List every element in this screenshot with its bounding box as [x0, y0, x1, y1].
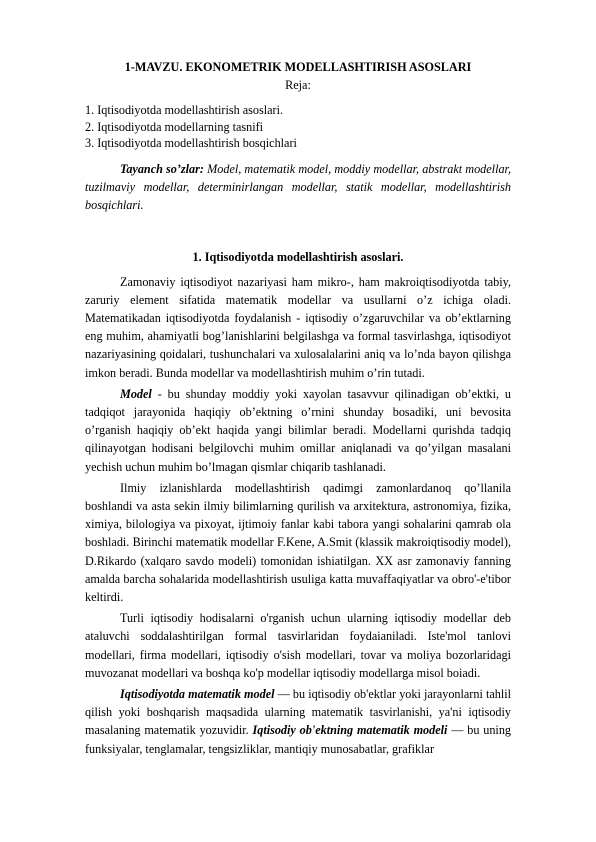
keywords-label: Tayanch so’zlar: — [120, 161, 204, 176]
keywords-text: Model, matematik model, moddiy modellar, abstrakt modellar, tuzilmaviy modellar, determinirlangan modellar, statik modellar, modellashtirish bosqichlari. — [85, 161, 511, 213]
term-economic-math-model: Iqtisodiyotda matematik model — [120, 686, 275, 701]
document-page — [85, 58, 511, 761]
plan-item: 2. Iqtisodiyotda modellarning tasnifi — [85, 119, 264, 134]
section-title: 1. Iqtisodiyotda modellashtirish asoslari. — [192, 250, 404, 265]
keywords-paragraph — [85, 160, 511, 215]
plan-item: 3. Iqtisodiyotda modellashtirish bosqichlari — [85, 136, 297, 151]
plan-list — [85, 102, 511, 152]
paragraph-2 — [85, 385, 511, 476]
plan-item: 1. Iqtisodiyotda modellashtirish asoslari. — [85, 103, 284, 118]
paragraph-1: Zamonaviy iqtisodiyot nazariyasi ham mikro-, ham makroiqtisodiyotda tabiy, zaruriy element sifatida matematik modellar va usullarni o’z ichiga oladi. Matematikadan iqtisodiyotda foydalanish - iqtisodiy o’zgaruvchilar va ob’ektlarning eng muhim, ahamiyatli bog’lanishlarini belgilashga va formal tasvirlashga, iqtisodiyot nazariyasining qoidalari, tushunchalari va xulosalalarini aniq va lo’nda bayon qilishga imkon beradi. Bunda modellar va modellashtirish muhim o’rin tutadi. — [85, 274, 511, 380]
paragraph-5 — [85, 685, 511, 758]
plan-label: Reja: — [285, 78, 311, 92]
paragraph-3: Ilmiy izlanishlarda modellashtirish qadimgi zamonlardanoq qo’llanila boshlandi va asta sekin ilmiy bilimlarning qurilish va arxitektura, astronomiya, fizika, ximiya, bilologiya va pixoyat, ijtimoiy fanlar kabi tabora yangi sohalarini qamrab ola boshladi. Birinchi matematik modellar F.Kene, A.Smit (klassik makroiqtisodiy model), D.Rikardo (xalqaro savdo modeli) tomonidan ishiatilgan. XX asr zamonaviy fanning amalda barcha sohalarida modellashtirish usuliga katta muvaffaqiyatlar va obro'-e'tibor keltirdi. — [85, 480, 511, 604]
paragraph-2-text: - bu shunday moddiy yoki xayolan tasavvur qilinadigan ob’ektki, u tadqiqot jarayonida haqiqiy ob’ektning o’rnini shunday bosadiki, uni bevosita o’rganish haqiqiy ob’ekt haqida yangi bilimlar beradi. Modellarni qurishda tadqiq qilinayotgan hodisani belgilovchi muhim omillar aniqlanadi va qo’yilgan masalani yechish uchun muhim bo’lmagan qismlar chiqarib tashlanadi. — [85, 386, 511, 474]
term-model: Model — [120, 386, 152, 401]
paragraph-5-text-2: — bu uning funksiyalar, tenglamalar, tengsizliklar, mantiqiy munosabatlar, grafiklar — [85, 723, 512, 756]
document-title: 1-MAVZU. EKONOMETRIK MODELLASHTIRISH ASOSLARI — [124, 60, 472, 74]
paragraph-4: Turli iqtisodiy hodisalarni o'rganish uchun ularning iqtisodiy modellar deb ataluvchi soddalashtirilgan formal tasvirlaridan foydaianiladi. Iste'mol tanlovi modellari, firma modellari, iqtisodiy o'sish modellari, tovar va moliya bozorlaridagi muvozanat modellari va boshqa ko'p modellar iqtisodiy modellarga misol boiadi. — [85, 611, 511, 680]
term-object-math-model: Iqtisodiy ob'ektning matematik modeli — [252, 723, 448, 738]
paragraph-5-text-1: — bu iqtisodiy ob'ektlar yoki jarayonlarni tahlil qilish yoki boshqarish maqsadida ularning matematik tasvirlanishi, ya'ni iqtisodiy masalaning matematik yozuvidir. — [85, 686, 511, 738]
